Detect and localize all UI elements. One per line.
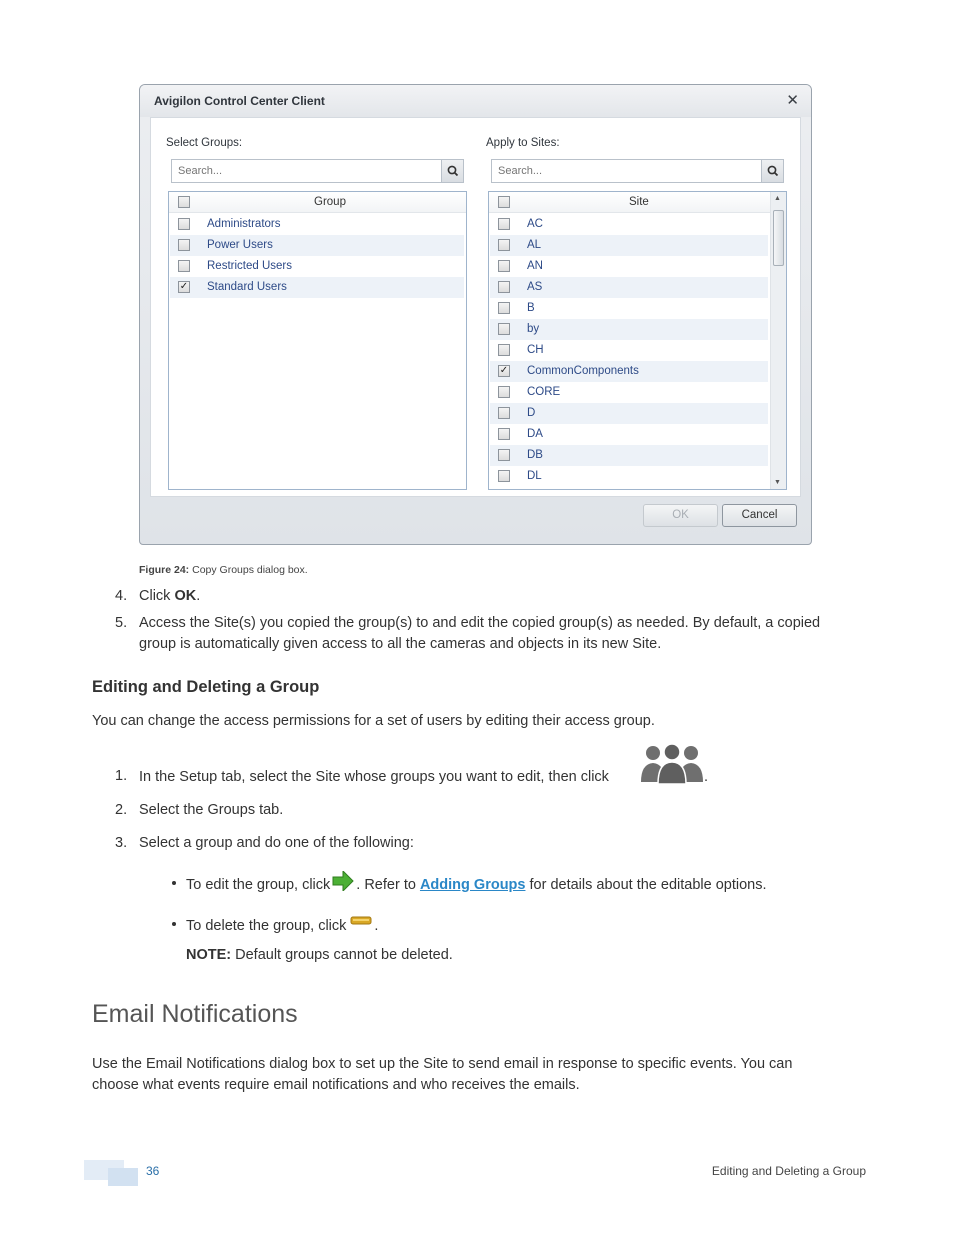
site-checkbox[interactable] <box>498 302 510 314</box>
group-checkbox[interactable] <box>178 239 190 251</box>
edit-bullet <box>186 871 767 896</box>
minus-delete-icon <box>350 912 374 926</box>
step-number: 3. <box>115 835 128 851</box>
site-label: by <box>527 323 540 335</box>
group-checkbox[interactable]: ✓ <box>179 281 189 292</box>
email-intro-line: Use the Email Notifications dialog box to set up the Site to send email in response to specific events. You can <box>92 1056 793 1072</box>
step-number: 4. <box>115 588 128 604</box>
site-checkbox[interactable] <box>498 323 510 335</box>
group-checkbox[interactable] <box>178 218 190 230</box>
edit-step-1-text: In the Setup tab, select the Site whose groups you want to edit, then click <box>139 769 609 785</box>
email-section-heading: Email Notifications <box>92 1000 298 1028</box>
site-checkbox[interactable] <box>498 281 510 293</box>
site-row[interactable] <box>490 445 768 466</box>
step-number: 5. <box>115 615 128 631</box>
select-all-sites-checkbox[interactable] <box>498 196 510 208</box>
site-checkbox[interactable]: ✓ <box>499 365 509 376</box>
sites-scrollbar[interactable] <box>770 192 786 489</box>
delete-bullet <box>186 912 378 937</box>
section-intro: You can change the access permissions for a set of users by editing their access group. <box>92 713 655 729</box>
group-label: Standard Users <box>207 281 287 293</box>
site-label: CORE <box>527 386 561 398</box>
site-label: AS <box>527 281 543 293</box>
site-checkbox[interactable] <box>498 344 510 356</box>
group-checkbox[interactable] <box>178 260 190 272</box>
site-label: CH <box>527 344 544 356</box>
select-all-groups-checkbox[interactable] <box>178 196 190 208</box>
apply-sites-label: Apply to Sites: <box>486 137 560 149</box>
edit-bullet-end: for details about the editable options. <box>525 877 767 893</box>
green-arrow-edit-icon <box>332 871 356 889</box>
site-label: D <box>527 407 536 419</box>
site-checkbox[interactable] <box>498 428 510 440</box>
site-label: DB <box>527 449 543 461</box>
site-checkbox[interactable] <box>498 218 510 230</box>
site-label: CommonComponents <box>527 365 639 377</box>
group-row[interactable] <box>170 214 464 235</box>
sites-search-input[interactable] <box>492 160 759 182</box>
site-label: AC <box>527 218 543 230</box>
note <box>186 945 453 966</box>
search-icon[interactable] <box>441 160 463 182</box>
site-label: AN <box>527 260 543 272</box>
scroll-down-icon[interactable]: ▼ <box>774 479 781 486</box>
adding-groups-link[interactable]: Adding Groups <box>419 877 526 893</box>
sites-list <box>488 191 787 490</box>
site-label: B <box>527 302 535 314</box>
site-label: DA <box>527 428 543 440</box>
section-heading: Editing and Deleting a Group <box>92 678 320 696</box>
bullet <box>172 881 176 885</box>
step-4-end: . <box>196 588 201 604</box>
edit-step-2: Select the Groups tab. <box>139 802 284 818</box>
edit-step-3: Select a group and do one of the following: <box>139 835 414 851</box>
sites-search-box <box>491 159 784 183</box>
footer-decoration <box>108 1168 138 1186</box>
dialog-title: Avigilon Control Center Client <box>154 94 325 108</box>
site-checkbox[interactable] <box>498 386 510 398</box>
figure-caption <box>139 564 308 576</box>
site-label: AL <box>527 239 542 251</box>
delete-bullet-end: . <box>374 918 379 934</box>
site-row[interactable] <box>490 403 768 424</box>
group-label: Power Users <box>207 239 273 251</box>
select-groups-label: Select Groups: <box>166 137 243 149</box>
step-number: 2. <box>115 802 128 818</box>
site-row[interactable] <box>490 466 768 487</box>
page-number: 36 <box>146 1164 160 1178</box>
step-number: 1. <box>115 768 128 784</box>
edit-step-1-end: . <box>704 769 709 785</box>
step-5-line: Access the Site(s) you copied the group(s) to and edit the copied group(s) as needed. By default, a copied <box>139 615 821 631</box>
site-row[interactable] <box>490 277 768 298</box>
delete-bullet-text: To delete the group, click <box>186 918 347 934</box>
group-row[interactable] <box>170 277 464 298</box>
note-text: Default groups cannot be deleted. <box>231 947 453 963</box>
site-row[interactable] <box>490 340 768 361</box>
site-checkbox[interactable] <box>498 407 510 419</box>
groups-search-input[interactable] <box>172 160 439 182</box>
note-label: NOTE: <box>186 947 232 963</box>
edit-bullet-mid: . Refer to <box>356 877 420 893</box>
dialog-titlebar <box>140 85 811 117</box>
groups-list <box>168 191 467 490</box>
copy-groups-dialog <box>139 84 812 545</box>
site-label: DL <box>527 470 542 482</box>
site-column-header: Site <box>629 196 649 208</box>
email-intro-line: choose what events require email notifications and who receives the emails. <box>92 1077 580 1093</box>
site-checkbox[interactable] <box>498 470 510 482</box>
ok-emphasis: OK <box>174 588 197 604</box>
step-5 <box>139 613 879 655</box>
search-icon[interactable] <box>761 160 783 182</box>
group-label: Administrators <box>207 218 281 230</box>
group-label: Restricted Users <box>207 260 292 272</box>
group-column-header: Group <box>314 196 346 208</box>
scroll-up-icon[interactable]: ▲ <box>774 195 781 202</box>
site-row[interactable] <box>490 235 768 256</box>
groups-search-box <box>171 159 464 183</box>
site-row[interactable] <box>490 214 768 235</box>
scrollbar-thumb[interactable] <box>773 210 784 266</box>
site-row[interactable] <box>490 382 768 403</box>
sites-list-header <box>489 192 771 213</box>
group-row[interactable] <box>170 256 464 277</box>
site-checkbox[interactable] <box>498 449 510 461</box>
users-group-icon <box>640 744 704 789</box>
bullet <box>172 922 176 926</box>
edit-bullet-text: To edit the group, click <box>186 877 331 893</box>
site-checkbox[interactable] <box>498 260 510 272</box>
cancel-button[interactable]: Cancel <box>722 504 797 527</box>
site-checkbox[interactable] <box>498 239 510 251</box>
site-row[interactable] <box>490 256 768 277</box>
close-icon[interactable]: ✕ <box>786 92 799 109</box>
site-row[interactable] <box>490 361 768 382</box>
edit-step-1 <box>139 767 609 788</box>
site-row[interactable] <box>490 298 768 319</box>
site-row[interactable] <box>490 424 768 445</box>
footer-section-title: Editing and Deleting a Group <box>711 1164 866 1178</box>
groups-list-header <box>169 192 466 213</box>
group-row[interactable] <box>170 235 464 256</box>
figure-caption-text: Copy Groups dialog box. <box>189 564 308 576</box>
email-intro <box>92 1054 872 1096</box>
figure-label: Figure 24: <box>139 564 190 576</box>
site-row[interactable] <box>490 319 768 340</box>
ok-button[interactable]: OK <box>643 504 718 527</box>
step-5-line: group is automatically given access to all the cameras and objects in its new Site. <box>139 636 662 652</box>
step-4-text: Click <box>139 588 175 604</box>
dialog-body <box>150 117 801 497</box>
step-4 <box>139 586 200 607</box>
